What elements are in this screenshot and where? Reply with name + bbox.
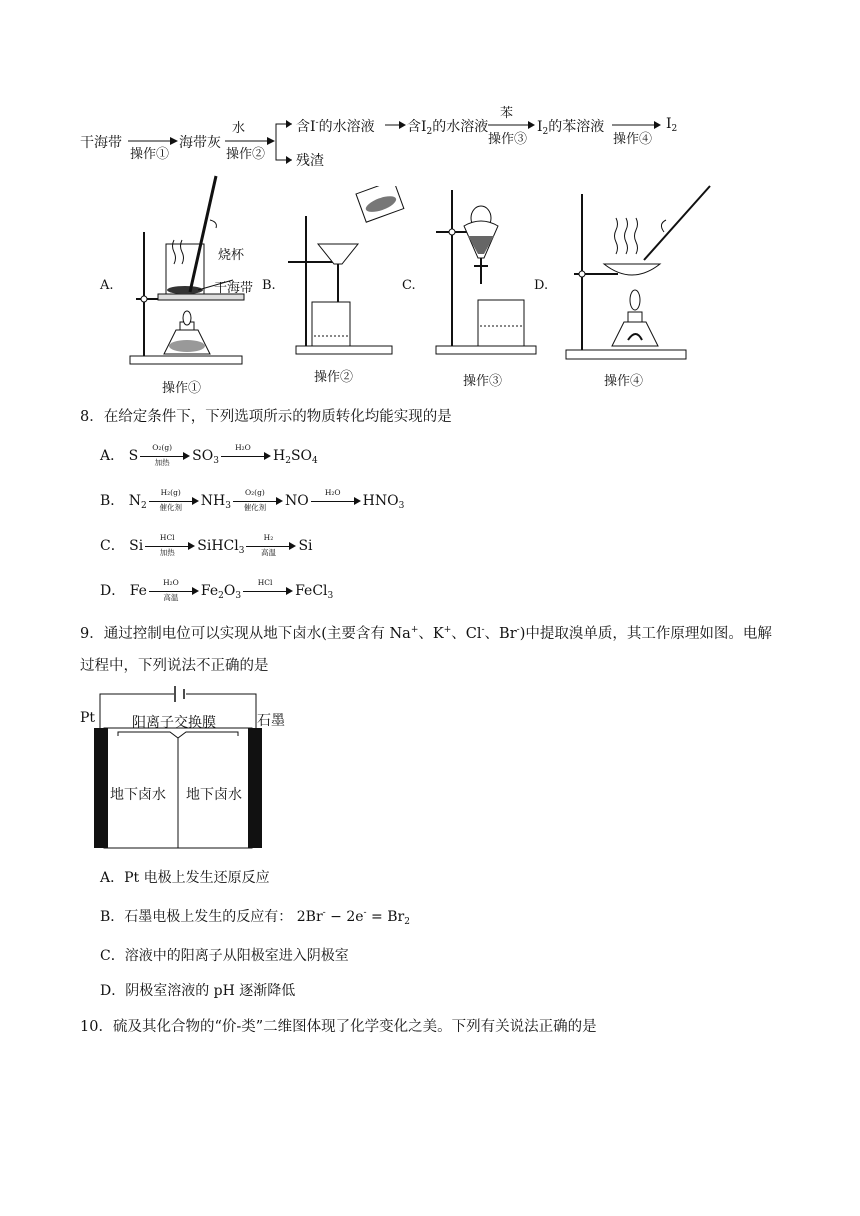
q8-b-arrow3 [311, 488, 361, 508]
flow-i2-aqueous [407, 116, 488, 137]
apparatus-c-figure [426, 184, 549, 364]
flow-ash: 海带灰 [179, 135, 221, 151]
q9-stem-a: 9．通过控制电位可以实现从地下卤水(主要含有 Na [80, 626, 411, 642]
pt-label: Pt [80, 710, 96, 726]
flow-product-text: I [666, 116, 672, 132]
q9-stem-e: )中提取溴单质，其工作原理如图。电解 [519, 626, 772, 642]
apparatus-d-label: D. [534, 278, 549, 293]
q8-a-arrow1-bot: 加热 [154, 458, 170, 467]
q8-c-sihcl: SiHCl [197, 538, 239, 554]
q8-c-arrow2-bot: 高温 [260, 548, 276, 557]
flow-benzene: 苯 [500, 106, 514, 121]
q8-b-n-sub: 2 [141, 501, 147, 511]
q8-b-arrow2-top: O₂(g) [245, 488, 265, 497]
q8-b-letter: B． [100, 493, 125, 509]
q8-c-arrow1-bot: 加热 [159, 548, 175, 557]
q8-c-si2: Si [298, 538, 313, 554]
q8-c-letter: C． [100, 538, 125, 554]
apparatus-a-figure [118, 172, 278, 372]
q8-d-fe2-sub: 2 [218, 591, 224, 601]
q8-option-a [100, 445, 318, 466]
q9-stem-d: 、Br [484, 626, 517, 642]
kelp-label: 干海带 [214, 281, 254, 296]
q8-c-arrow2-top: H₂ [263, 533, 274, 542]
flow-iodide-charge: - [315, 118, 319, 128]
left-solution-label: 地下卤水 [110, 787, 166, 803]
q8-b-n: N [128, 493, 141, 509]
q9-option-b [100, 906, 410, 927]
q8-d-letter: D． [100, 583, 126, 599]
flow-bracket [272, 120, 294, 166]
q8-b-nh-sub: 3 [225, 501, 231, 511]
q8-stem: 8．在给定条件下，下列选项所示的物质转化均能实现的是 [80, 409, 452, 425]
q8-d-arrow1-top: H₂O [163, 578, 179, 587]
flow-op2: 操作② [226, 147, 266, 162]
q8-c-si: Si [129, 538, 144, 554]
beaker-label: 烧杯 [218, 248, 245, 263]
q8-d-arrow1 [149, 578, 199, 602]
flow-arrow-3 [385, 118, 407, 132]
flow-i2-benz-sub: 2 [542, 127, 549, 137]
apparatus-a-label: A. [100, 278, 114, 293]
flow-iodide-suffix: 的水溶液 [318, 119, 375, 135]
q8-b-arrow2 [233, 488, 283, 512]
q9-stem-b: 、K [418, 626, 444, 642]
q8-d-arrow2-top: HCl [257, 578, 273, 587]
q8-d-fecl-sub: 3 [327, 591, 334, 601]
q8-a-so4: SO [290, 448, 313, 464]
q8-a-so3-sub: 3 [213, 456, 219, 466]
q9-stem-c: 、Cl [451, 626, 482, 642]
caption-op1: 操作① [162, 381, 202, 396]
q8-a-arrow2 [221, 443, 271, 463]
flow-water: 水 [232, 121, 246, 136]
q8-b-no: NO [284, 493, 309, 509]
caption-op2: 操作② [314, 370, 354, 385]
graphite-label: 石墨 [257, 713, 285, 729]
flow-product-sub: 2 [671, 124, 678, 134]
q8-option-c [100, 535, 313, 556]
q8-d-fecl: FeCl [295, 583, 328, 599]
electrolysis-diagram [78, 684, 298, 850]
flow-i2-benz-text: I [537, 119, 543, 135]
q8-option-b [100, 490, 404, 511]
q9-br-charge: - [516, 625, 520, 635]
q8-b-arrow1 [149, 488, 199, 512]
q8-b-arrow2-bot: 催化剂 [243, 503, 267, 512]
flow-product [666, 116, 677, 134]
q9-option-c: C．溶液中的阳离子从阳极室进入阴极室 [100, 948, 349, 964]
apparatus-d-figure [562, 180, 712, 365]
q8-c-arrow1-top: HCl [159, 533, 175, 542]
flow-i2-benz-suffix: 的苯溶液 [548, 119, 605, 135]
flow-i2-aq-suffix: 的水溶液 [432, 119, 489, 135]
q8-c-arrow2 [246, 533, 296, 557]
q8-a-h: H [272, 448, 286, 464]
q8-d-fe2: Fe [200, 583, 219, 599]
q8-d-fe: Fe [129, 583, 147, 599]
q10-stem: 10．硫及其化合物的“价-类”二维图体现了化学变化之美。下列有关说法正确的是 [80, 1019, 597, 1035]
right-solution-label: 地下卤水 [186, 787, 242, 803]
flow-op4: 操作④ [613, 132, 653, 147]
q8-c-arrow1 [145, 533, 195, 557]
q9-cl-charge: - [481, 625, 485, 635]
q9-option-a: A．Pt 电极上发生还原反应 [100, 870, 270, 886]
q8-a-arrow1-top: O₂(g) [152, 443, 173, 452]
q8-d-arrow2 [243, 578, 293, 598]
q8-b-nh: NH [200, 493, 226, 509]
membrane-label: 阳离子交换膜 [132, 715, 216, 731]
flow-op1: 操作① [130, 147, 170, 162]
q8-b-hno-sub: 3 [398, 501, 405, 511]
q9-b-text: B．石墨电极上发生的反应有： [100, 909, 293, 925]
q8-b-arrow3-top: H₂O [324, 488, 341, 497]
q8-b-arrow1-bot: 催化剂 [159, 503, 182, 512]
q8-b-hno: HNO [362, 493, 399, 509]
flow-iodide-solution [296, 116, 375, 136]
caption-op3: 操作③ [463, 374, 503, 389]
q9-b-e-charge: - [363, 908, 367, 918]
q9-k-charge: + [443, 625, 452, 635]
q8-a-so4-sub: 4 [312, 456, 318, 466]
apparatus-b-label: B. [262, 278, 276, 293]
q9-na-charge: + [410, 625, 419, 635]
apparatus-b-figure [278, 186, 408, 361]
q8-d-o-sub: 3 [235, 591, 242, 601]
flow-iodide-text: 含I [296, 119, 316, 135]
q9-b-eq-c: = Br [366, 909, 405, 925]
q9-b-br-charge: - [322, 908, 326, 918]
q8-d-arrow1-bot: 高温 [163, 593, 179, 602]
flow-residue: 残渣 [296, 153, 324, 169]
q8-a-so3: SO [192, 448, 214, 464]
q8-option-d [100, 580, 333, 601]
q9-b-eq-a: 2Br [296, 909, 323, 925]
flow-i2-aq-sub: 2 [426, 127, 433, 137]
q8-a-arrow2-top: H₂O [235, 443, 251, 452]
q8-a-arrow1 [140, 443, 190, 467]
flow-op3: 操作③ [488, 132, 528, 147]
q9-b-eq-sub: 2 [404, 917, 410, 927]
q8-d-o: O [223, 583, 236, 599]
apparatus-c-label: C. [402, 278, 416, 293]
q9-stem-line1 [80, 622, 772, 643]
q9-option-d: D．阴极室溶液的 pH 逐渐降低 [100, 983, 296, 999]
q8-b-arrow1-top: H₂(g) [160, 488, 181, 497]
caption-op4: 操作④ [604, 374, 644, 389]
flow-start: 干海带 [80, 135, 122, 151]
q8-a-letter: A． [100, 448, 125, 464]
q8-c-sihcl-sub: 3 [238, 546, 245, 556]
q9-stem-line2: 过程中，下列说法不正确的是 [80, 658, 269, 674]
q9-b-eq-b: − 2e [325, 909, 364, 925]
q8-a-s: S [128, 448, 139, 464]
flow-i2-aq-text: 含I [407, 119, 427, 135]
flow-i2-benzene [537, 116, 604, 137]
q8-a-h-sub: 2 [285, 456, 291, 466]
